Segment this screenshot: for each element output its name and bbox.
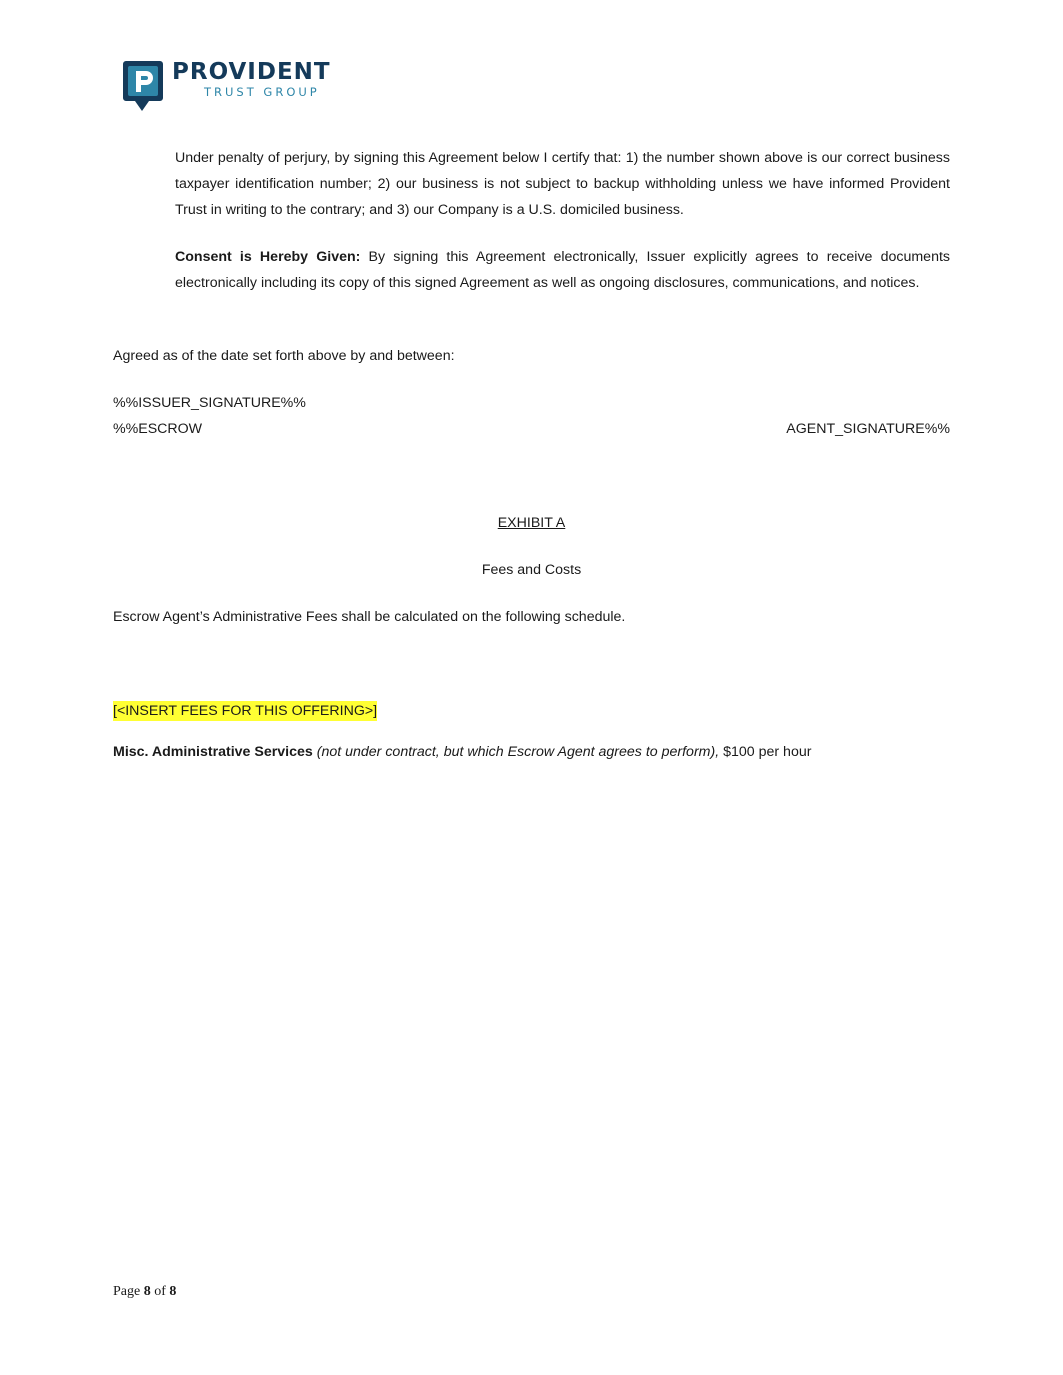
page-prefix: Page [113, 1284, 144, 1299]
fees-placeholder-highlight: [<INSERT FEES FOR THIS OFFERING>] [113, 703, 378, 719]
fees-placeholder-line [113, 698, 950, 724]
exhibit-title: EXHIBIT A [497, 515, 566, 531]
consent-text: By signing this Agreement electronically, Issuer explicitly agrees to receive documents electronically including its copy of this signed Agreement as well as ongoing disclosures, communications, and notices. [175, 249, 950, 291]
escrow-signature-right: AGENT_SIGNATURE%% [786, 421, 950, 437]
consent-paragraph [175, 244, 950, 296]
page-total: 8 [169, 1284, 177, 1299]
page-number [113, 1282, 176, 1302]
certification-paragraph: Under penalty of perjury, by signing this Agreement below I certify that: 1) the number shown above is our correct business taxpayer identification number; 2) our business is not subject to backup withholding unless we have informed Provident Trust in writing to the contrary; and 3) our Company is a U.S. domiciled business. [175, 150, 950, 218]
agreed-line: Agreed as of the date set forth above by and between: [113, 348, 455, 364]
page-of: of [150, 1284, 170, 1299]
logo-subtitle: TRUST GROUP [204, 85, 320, 99]
provident-logo [122, 58, 362, 114]
misc-services-rate: $100 per hour [719, 744, 812, 760]
misc-services-line [113, 739, 950, 765]
exhibit-subtitle: Fees and Costs [481, 562, 582, 578]
provident-logo-mark-icon [122, 58, 164, 114]
escrow-signature-left: %%ESCROW [113, 421, 203, 437]
misc-services-label: Misc. Administrative Services [113, 744, 313, 760]
exhibit-intro: Escrow Agent’s Administrative Fees shall be calculated on the following schedule. [113, 609, 626, 625]
misc-services-note: (not under contract, but which Escrow Agent agrees to perform), [312, 744, 720, 760]
consent-label: Consent is Hereby Given: [175, 249, 361, 265]
logo-wordmark: PROVIDENT [172, 59, 331, 85]
page-current: 8 [143, 1284, 151, 1299]
issuer-signature-placeholder: %%ISSUER_SIGNATURE%% [113, 395, 306, 411]
